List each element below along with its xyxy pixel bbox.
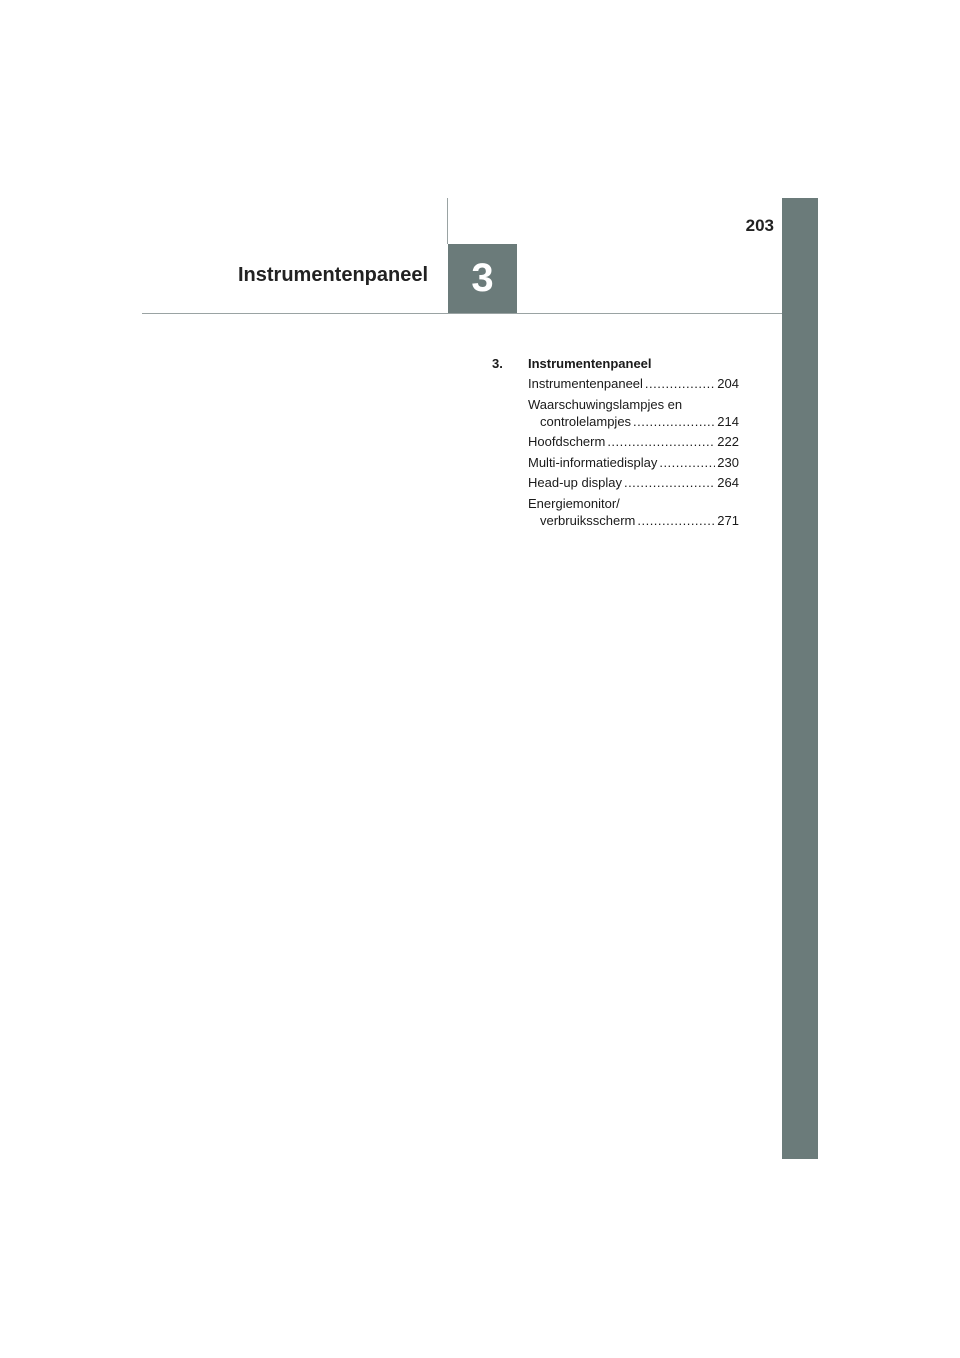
toc-entry[interactable] — [492, 433, 739, 450]
toc-entry-label: Hoofdscherm — [528, 434, 606, 449]
toc-section-heading — [492, 355, 739, 372]
toc-leader-dots — [637, 512, 715, 529]
toc-section-number: 3. — [492, 356, 503, 371]
toc-leader-dots — [607, 433, 715, 450]
page-number: 203 — [745, 216, 774, 235]
header-vertical-rule — [447, 198, 448, 244]
toc-entry-label: Head-up display — [528, 475, 622, 490]
toc-entry-page: 230 — [717, 454, 739, 470]
toc-entry-label: Instrumentenpaneel — [528, 376, 643, 391]
chapter-side-tab — [782, 198, 818, 1159]
chapter-number-box — [448, 244, 517, 313]
toc-entry-page: 271 — [717, 512, 739, 528]
toc-entry-label: verbruiksscherm — [540, 512, 636, 528]
toc-entry-label: controlelampjes — [540, 413, 632, 429]
toc-entry[interactable] — [492, 454, 739, 471]
table-of-contents — [492, 355, 739, 532]
chapter-number: 3 — [471, 256, 494, 300]
toc-section-title: Instrumentenpaneel — [528, 356, 652, 371]
header-horizontal-rule — [142, 313, 782, 314]
toc-entry-page: 264 — [717, 475, 739, 490]
toc-entry-page: 204 — [717, 376, 739, 391]
toc-entry-label-line1: Energiemonitor/ — [528, 495, 620, 511]
toc-entry[interactable] — [492, 474, 739, 491]
toc-entry[interactable] — [492, 396, 739, 430]
toc-leader-dots — [624, 474, 715, 491]
chapter-title: Instrumentenpaneel — [238, 264, 429, 286]
toc-entry-label-line1: Waarschuwingslampjes en — [528, 396, 683, 412]
toc-entry-label: Multi-informatiedisplay — [528, 454, 658, 470]
toc-entry[interactable] — [492, 375, 739, 392]
toc-entry-page: 222 — [717, 434, 739, 449]
toc-entry[interactable] — [492, 495, 739, 529]
toc-leader-dots — [659, 454, 715, 471]
toc-leader-dots — [633, 413, 715, 430]
toc-entry-page: 214 — [717, 413, 739, 429]
toc-leader-dots — [645, 375, 715, 392]
